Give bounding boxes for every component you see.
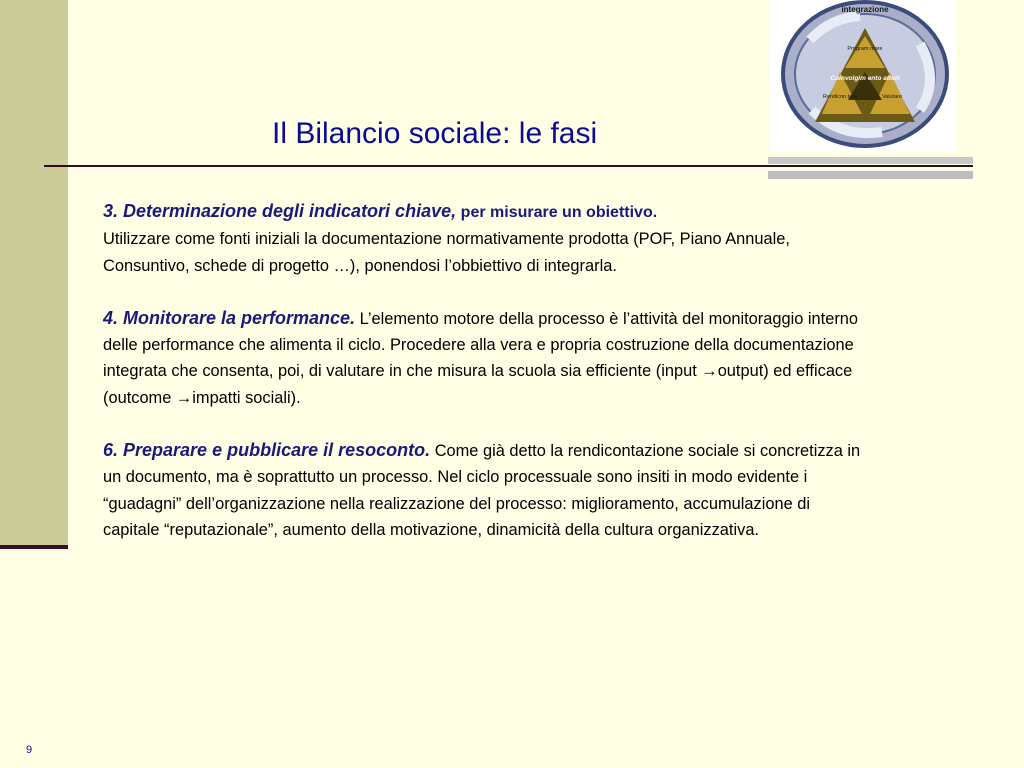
section-3	[103, 198, 863, 279]
section-4	[103, 305, 863, 411]
section-3-subheading: per misurare un obiettivo.	[460, 204, 658, 221]
left-sidebar-band	[0, 0, 68, 545]
section-6-heading: 6. Preparare e pubblicare il resoconto.	[103, 440, 431, 461]
diagram-left-label: Rendicon tare	[822, 94, 858, 100]
page-number: 9	[26, 744, 33, 756]
corner-stripes	[768, 157, 973, 179]
section-6-text: Come già detto la rendicontazione sociale si concretizza in un documento, ma è soprattutto un processo. Nel ciclo processuale sono insiti in modo evidente i “guadagni” dell’organizzazione nella realizzazione del processo: miglioramento, accumulazione di capitale “reputazionale”, aumento della motivazione, dinamicità della cultura organizzativa.	[103, 442, 861, 539]
diagram-right-label: Valutare	[881, 94, 903, 100]
cycle-diagram-image	[770, 0, 956, 152]
diagram-ring-label: integrazione	[841, 5, 889, 14]
section-3-text: Utilizzare come fonti iniziali la documentazione normativamente prodotta (POF, Piano Annuale, Consuntivo, schede di progetto …), ponendosi l’obbiettivo di integrarla.	[103, 230, 790, 275]
section-4-text: L’elemento motore della processo è l’attività del monitoraggio interno delle performance che alimenta il ciclo. Procedere alla vera e propria costruzione della documentazione integrata che consenta, poi, di valutare in che misura la scuola sia efficiente (input →output) ed efficace (outcome →impatti sociali).	[103, 309, 859, 407]
diagram-top-label: Program mare	[847, 46, 883, 52]
diagram-center-label: Coinvolgim ento attori	[830, 75, 900, 82]
section-6	[103, 437, 863, 543]
slide-body	[103, 198, 863, 569]
cycle-diagram-svg	[770, 0, 956, 152]
slide-title: Il Bilancio sociale: le fasi	[272, 117, 598, 150]
left-divider-line	[0, 545, 68, 549]
section-3-heading: 3. Determinazione degli indicatori chiave,	[103, 201, 457, 221]
section-4-heading: 4. Monitorare la performance.	[103, 307, 356, 328]
